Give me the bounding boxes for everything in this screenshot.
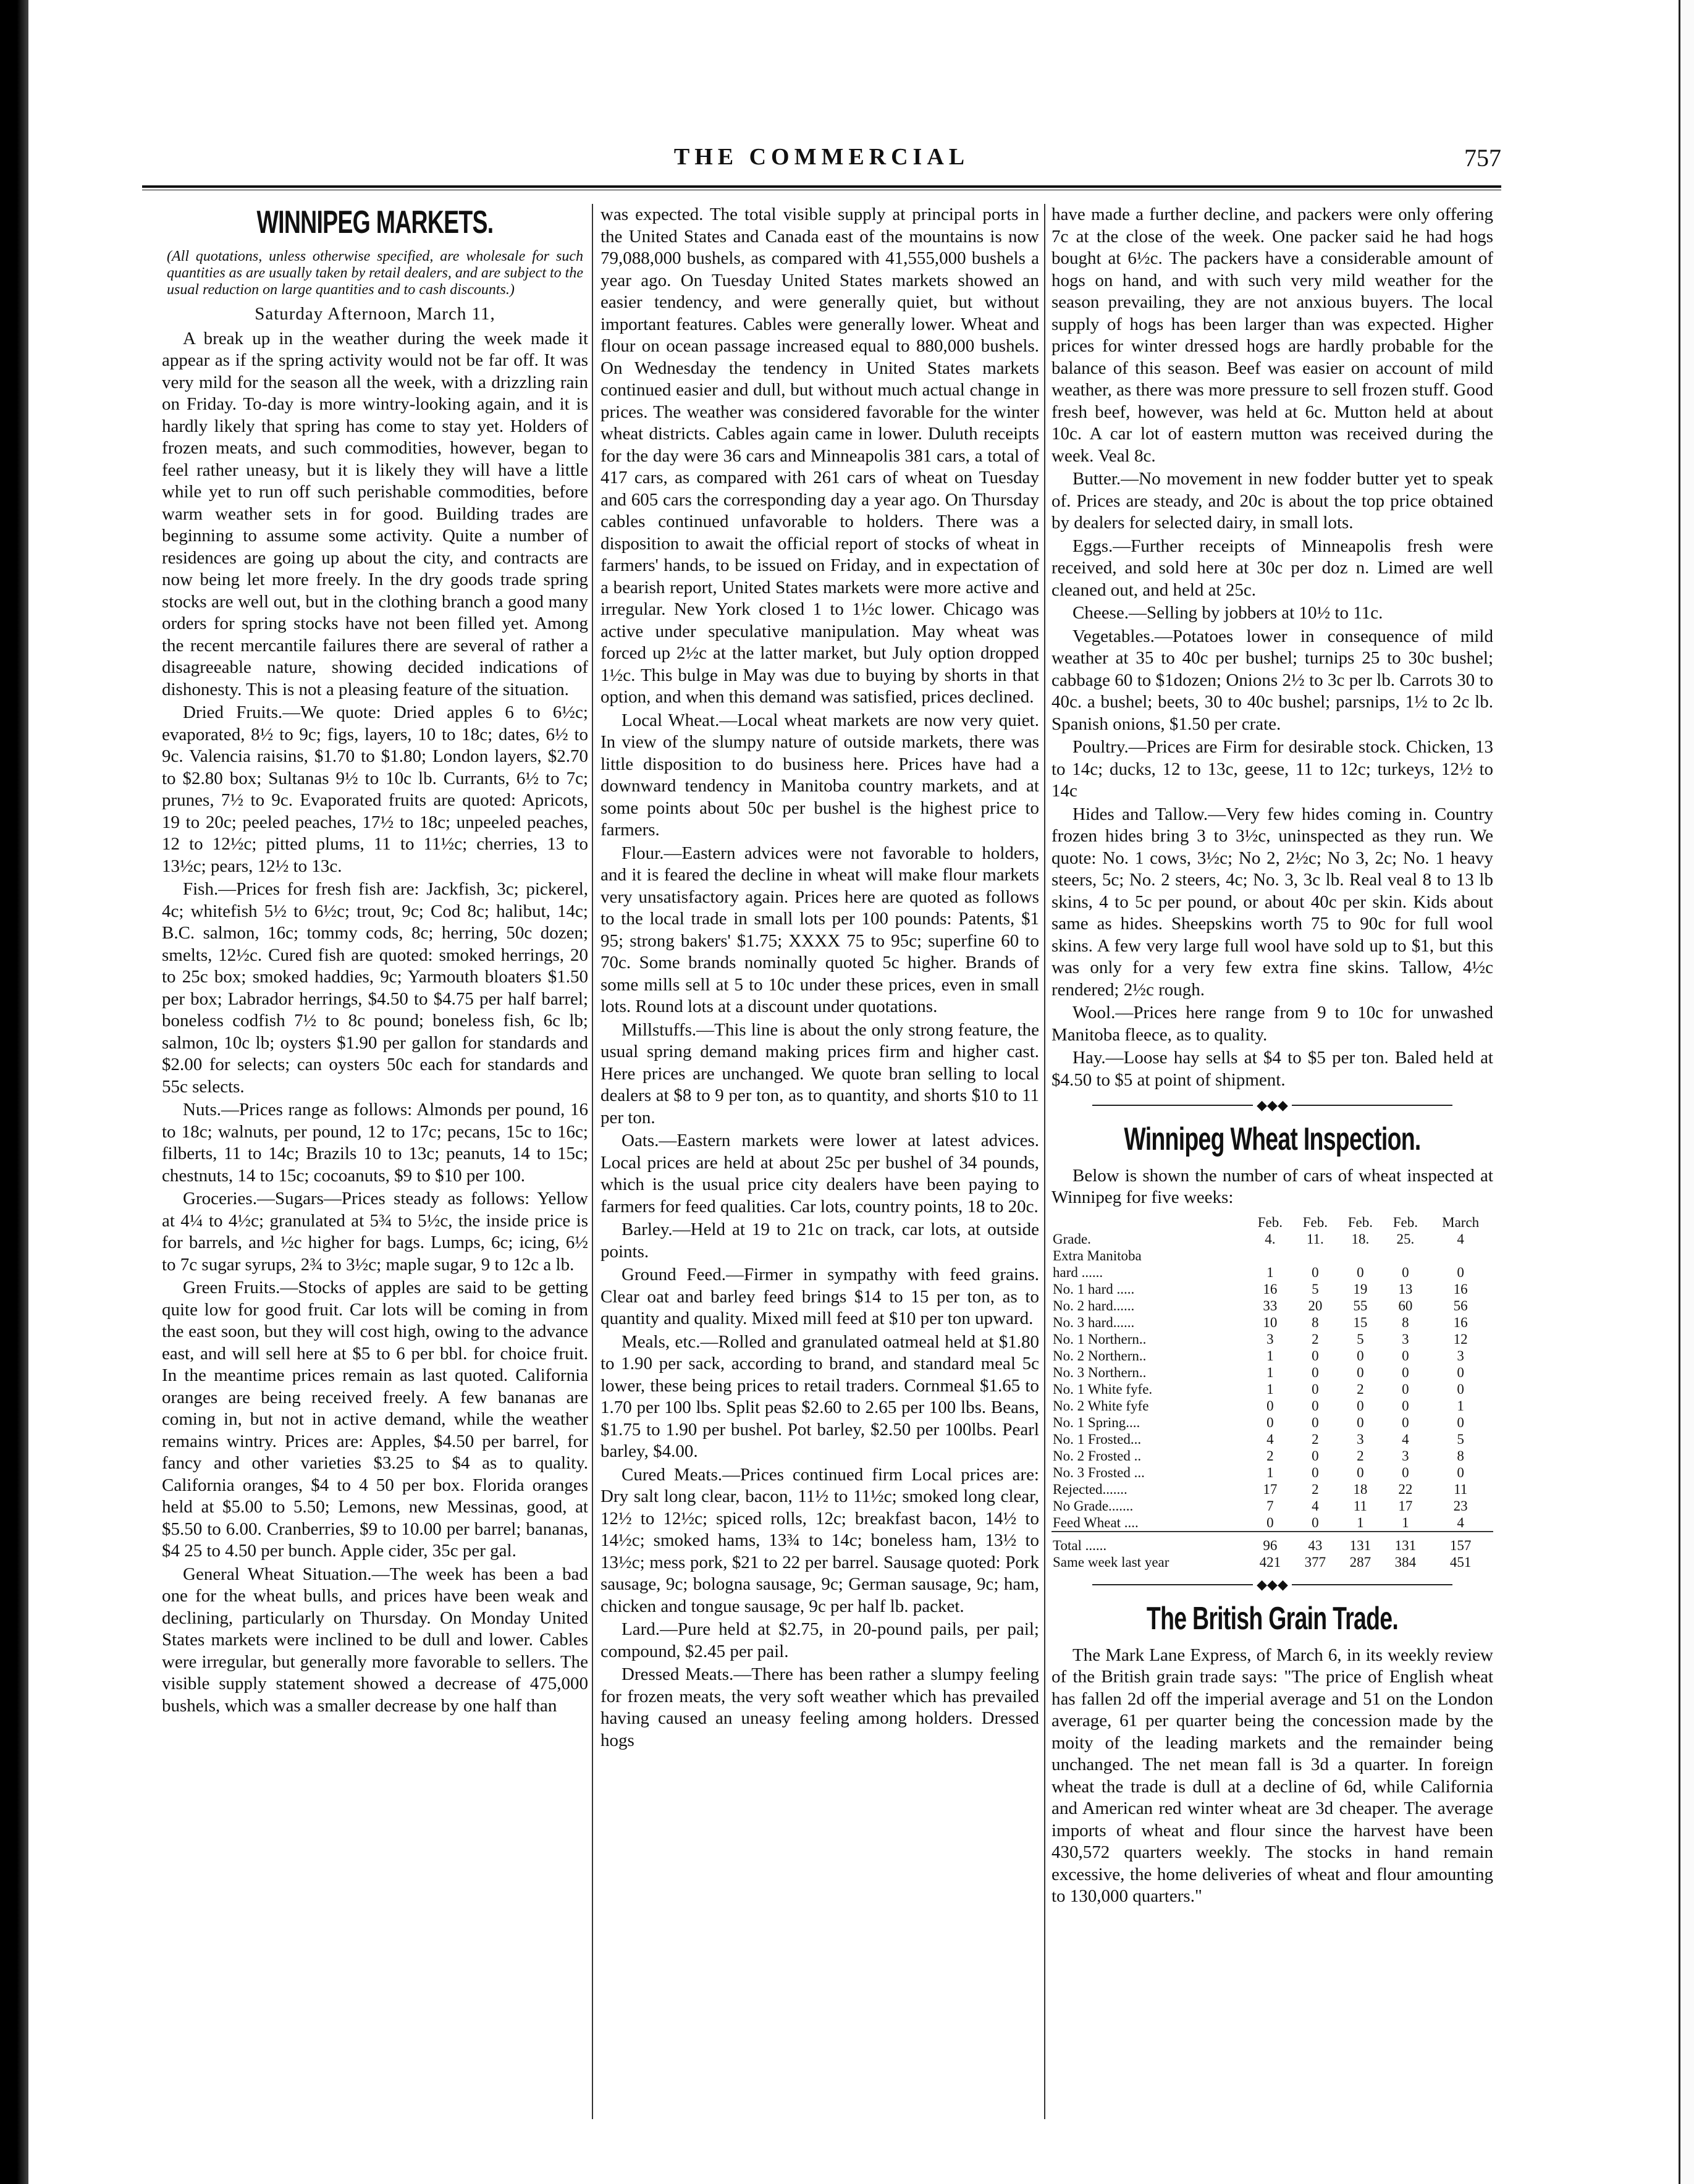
count-cell [1292, 1247, 1338, 1264]
paragraph: Groceries.—Sugars—Prices steady as follows: Yellow at 4¼ to 4½c; granulated at 5¾ to 5½c, the inside price is for barrels, and ½c higher for bags. Lumps, 6c; icing, 6½ to 7c sugar syrups, 2¾ to 3½c; maple sugar, 9 to 12c a lb. [162, 1189, 588, 1275]
table-row [1051, 1554, 1493, 1571]
count-cell: 3 [1357, 1431, 1364, 1447]
count-cell: 157 [1428, 1532, 1493, 1554]
count-cell: 1 [1402, 1514, 1409, 1530]
section-divider: ◆◆◆ [1051, 1097, 1493, 1112]
count-cell: 0 [1312, 1264, 1319, 1280]
count-cell: 17 [1263, 1481, 1278, 1497]
count-cell: 1 [1266, 1347, 1274, 1364]
count-cell: 16 [1263, 1281, 1278, 1297]
count-cell: 0 [1266, 1414, 1274, 1430]
header-month: Feb. [1302, 1214, 1328, 1230]
count-cell: 56 [1453, 1297, 1468, 1313]
column-header [1292, 1214, 1338, 1247]
count-cell: 0 [1457, 1464, 1464, 1480]
table-row [1051, 1514, 1493, 1532]
count-cell: 18 [1353, 1481, 1368, 1497]
count-cell: 131 [1383, 1532, 1428, 1554]
grade-cell: No Grade....... [1053, 1498, 1134, 1514]
grade-cell: No. 1 Frosted... [1053, 1431, 1142, 1447]
count-cell: 8 [1457, 1448, 1464, 1464]
grade-cell: No. 1 Northern.. [1053, 1331, 1147, 1347]
count-cell: 1 [1266, 1264, 1274, 1280]
header-month: Feb. [1347, 1214, 1373, 1230]
count-cell [1247, 1247, 1292, 1264]
paragraph: Nuts.—Prices range as follows: Almonds per pound, 16 to 18c; walnuts, per pound, 12 to 17c; pecans, 15c to 16c; filberts, 11 to 14c; Brazils 10 to 13c; peanuts, 14 to 15c; chestnuts, 14 to 15c; cocoanuts, $9 to $10 per 100. [162, 1100, 588, 1186]
count-cell: 0 [1457, 1414, 1464, 1430]
grade-cell: No. 3 hard...... [1053, 1314, 1135, 1330]
grade-cell: No. 2 White fyfe [1053, 1398, 1149, 1414]
count-cell [1338, 1247, 1383, 1264]
count-cell: 11 [1454, 1481, 1468, 1497]
count-cell: 0 [1312, 1381, 1319, 1397]
paragraph: Below is shown the number of cars of wheat inspected at Winnipeg for five weeks: [1051, 1165, 1493, 1208]
grade-cell: No. 2 Frosted .. [1053, 1448, 1142, 1464]
count-cell: 1 [1457, 1398, 1464, 1414]
count-cell: 0 [1357, 1364, 1364, 1380]
paragraph: Green Fruits.—Stocks of apples are said to be getting quite low for good fruit. Car lots will be coming in from the east soon, but they will cost high, owing to the advance east, and will sell here at $5 to 6 per bbl. for choice fruit. In the meantime prices remain as last quoted. California oranges are being received freely. A few bananas are coming in, but not in active demand, while the weather remains wintry. Prices are: Apples, $4.50 per barrel, for fancy and other varieties $3.25 to $4 as to quality. California oranges, $4 to 4 50 per box. Florida oranges held at $5.00 to 5.50; Lemons, new Messinas, good, at $5.50 to 6.00. Cranberries, $9 to 10.00 per barrel; bananas, $4 25 to 4.50 per bunch. Apple cider, 35c per gal. [162, 1278, 588, 1561]
table-row [1051, 1464, 1493, 1481]
count-cell: 3 [1402, 1331, 1409, 1347]
column-2 [600, 204, 1039, 2150]
count-cell: 0 [1312, 1448, 1319, 1464]
count-cell: 5 [1457, 1431, 1464, 1447]
count-cell: 0 [1402, 1264, 1409, 1280]
paragraph: Hay.—Loose hay sells at $4 to $5 per ton. Baled held at $4.50 to $5 at point of shipment. [1051, 1048, 1493, 1090]
count-cell: 13 [1398, 1281, 1413, 1297]
count-cell: 0 [1357, 1398, 1364, 1414]
count-cell: 0 [1312, 1514, 1319, 1530]
header-day: 18. [1351, 1231, 1370, 1247]
grade-cell: Same week last year [1053, 1554, 1169, 1570]
count-cell: 0 [1357, 1264, 1364, 1280]
count-cell: 384 [1394, 1554, 1417, 1570]
count-cell: 96 [1247, 1532, 1292, 1554]
section-title: Winnipeg Wheat Inspection. [1124, 1121, 1421, 1157]
paragraph: Meals, etc.—Rolled and granulated oatmeal held at $1.80 to 1.90 per sack, according to brand, and standard meal 5c lower, these being prices to retail traders. Cornmeal $1.65 to 1.70 per 100 lbs. Split peas $2.60 to 2.65 per 100 lbs. Beans, $1.75 to 1.90 per bushel. Pot barley, $2.50 per 100lbs. Pearl barley, $4.00. [600, 1331, 1039, 1461]
count-cell: 2 [1357, 1381, 1364, 1397]
table-row [1051, 1247, 1493, 1264]
count-cell: 451 [1449, 1554, 1472, 1570]
count-cell: 2 [1357, 1448, 1364, 1464]
count-cell: 60 [1398, 1297, 1413, 1313]
count-cell: 3 [1457, 1347, 1464, 1364]
count-cell [1428, 1247, 1493, 1264]
count-cell: 4 [1457, 1514, 1464, 1530]
count-cell: 0 [1457, 1264, 1464, 1280]
column-header [1383, 1214, 1428, 1247]
header-day: 25. [1396, 1231, 1415, 1247]
count-cell: 421 [1259, 1554, 1281, 1570]
count-cell: 0 [1402, 1381, 1409, 1397]
count-cell: 0 [1312, 1464, 1319, 1480]
paragraph: Cheese.—Selling by jobbers at 10½ to 11c. [1072, 603, 1383, 623]
paragraph: Oats.—Eastern markets were lower at latest advices. Local prices are held at about 25c per bushel of 34 pounds, which is the usual price city dealers have been paying to farmers for feed qualities. Car lots, country points, 18 to 20c. [600, 1131, 1039, 1216]
count-cell: 20 [1308, 1297, 1323, 1313]
count-cell: 0 [1402, 1398, 1409, 1414]
count-cell [1383, 1247, 1428, 1264]
paragraph: Millstuffs.—This line is about the only strong feature, the usual spring demand making prices firm and higher cast. Here prices are unchanged. We quote bran selling to local dealers at $8 to 9 per ton, as to quantity, and shorts $10 to 11 per ton. [600, 1019, 1039, 1128]
count-cell: 15 [1353, 1314, 1368, 1330]
paragraph: A break up in the weather during the week made it appear as if the spring activity would not be far off. It was very mild for the season all the week, with a drizzling rain on Friday. To-day is more wintry-looking again, and it is hardly likely that spring has come to stay yet. Holders of frozen meats, and such commodities, however, began to feel rather uneasy, but it is likely they will have a little while yet to run off such perishable commodities, before warm weather sets in for good. Building trades are beginning to assume some activity. Quite a number of residences are going up about the city, and contracts are now being let more freely. In the dry goods trade spring stocks are well out, but in the clothing branch a good many orders for spring stocks have not been filled yet. Among the recent mercantile failures there are several of rather a disagreeable nature, showing decided indications of dishonesty. This is not a pleasing feature of the situation. [162, 328, 588, 699]
running-title: THE COMMERCIAL [673, 144, 970, 170]
count-cell: 23 [1453, 1498, 1468, 1514]
table-row [1051, 1431, 1493, 1448]
table-row [1051, 1364, 1493, 1381]
table-row [1051, 1297, 1493, 1314]
count-cell: 16 [1453, 1281, 1468, 1297]
paragraph: Cured Meats.—Prices continued firm Local prices are: Dry salt long clear, bacon, 11½ to 11½c; smoked long clear, 12½ to 12½c; spiced rolls, 12c; breakfast bacon, 14½ to 14½c; smoked hams, 13¾ to 14c; boneless ham, 13½ to 13½c; mess pork, $21 to 22 per barrel. Sausage quoted: Pork sausage, 9c; bologna sausage, 9c; German sausage, 9c; ham, chicken and tongue sausage, 9c per half lb. packet. [600, 1464, 1039, 1616]
grade-cell: No. 3 Northern.. [1053, 1364, 1147, 1380]
count-cell: 2 [1312, 1331, 1319, 1347]
paragraph: Flour.—Eastern advices were not favorable to holders, and it is feared the decline in wheat will make flour markets very unsatisfactory again. Prices here are quoted as follows to the local trade in small lots per 100 pounds: Patents, $1 95; strong bakers' $1.75; XXXX 75 to 95c; superfine 60 to 70c. Some brands nominally quoted 5c higher. Brands of some mills sell at 5 to 10c under these prices, even in small lots. Round lots at a discount under quotations. [600, 843, 1039, 1016]
count-cell: 0 [1312, 1347, 1319, 1364]
table-row [1051, 1398, 1493, 1414]
count-cell: 287 [1349, 1554, 1372, 1570]
paragraph: have made a further decline, and packers were only offering 7c at the close of the week. One packer said he had hogs bought at 6½c. The packers have a considerable amount of hogs on hand, and with such very mild weather for the season prevailing, they are not anxious buyers. The local supply of hogs has been larger than was expected. Higher prices for winter dressed hogs are hardly probable for the balance of this season. Beef was easier on account of mild weather, as there was more pressure to sell frozen stuff. Good fresh beef, however, was held at 6c. Mutton held at about 10c. A car lot of eastern mutton was received during the week. Veal 8c. [1051, 204, 1493, 466]
header-rule [142, 185, 1501, 190]
count-cell: 131 [1338, 1532, 1383, 1554]
page-number: 757 [1464, 144, 1501, 172]
count-cell: 377 [1304, 1554, 1326, 1570]
count-cell: 43 [1292, 1532, 1338, 1554]
paragraph: Local Wheat.—Local wheat markets are now very quiet. In view of the slumpy nature of outside markets, there was little disposition to do business here. Prices have had a downward tendency in Manitoba country markets, and at some points about 50c per bushel is the highest price to farmers. [600, 710, 1039, 840]
header-month: Feb. [1393, 1214, 1418, 1230]
grade-cell: Total ...... [1051, 1532, 1247, 1554]
table-row [1051, 1331, 1493, 1347]
count-cell: 0 [1457, 1364, 1464, 1380]
paragraph: Ground Feed.—Firmer in sympathy with feed grains. Clear oat and barley feed brings $14 to 15 per ton, as to quantity and quality. Mixed mill feed at $10 per ton upward. [600, 1265, 1039, 1328]
count-cell: 0 [1402, 1364, 1409, 1380]
table-row [1051, 1347, 1493, 1364]
count-cell: 3 [1266, 1331, 1274, 1347]
count-cell: 3 [1402, 1448, 1409, 1464]
count-cell: 55 [1353, 1297, 1368, 1313]
count-cell: 33 [1263, 1297, 1278, 1313]
paragraph: was expected. The total visible supply at principal ports in the United States and Canada east of the mountains is now 79,088,000 bushels, as compared with 41,555,000 bushels a year ago. On Tuesday United States markets showed an easier tendency, and were generally quiet, but without important features. Cables were generally lower. Wheat and flour on ocean passage increased equal to 880,000 bushels. On Wednesday the tendency in United States markets continued easier and dull, but without much actual change in prices. The weather was considered favorable for the winter wheat districts. Cables again came in lower. Duluth receipts for the day were 36 cars and Minneapolis 381 cars, a total of 417 cars, as compared with 261 cars of wheat on Tuesday and 605 cars the corresponding day a year ago. On Thursday cables continued unfavorable to holders. There was a disposition to await the official report of stocks of wheat in farmers' hands, to be issued on Friday, and in expectation of a bearish report, United States markets were more active and irregular. New York closed 1 to 1½c lower. Chicago was active under speculative manipulation. May wheat was forced up 2½c at the latter market, but July option dropped 1½c. This bulge in May was due to buying by shorts in that option, and when this demand was satisfied, prices declined. [600, 204, 1039, 707]
count-cell: 12 [1453, 1331, 1468, 1347]
column-divider [592, 204, 593, 2119]
count-cell: 0 [1266, 1514, 1274, 1530]
count-cell: 0 [1402, 1464, 1409, 1480]
table-header-row [1051, 1214, 1493, 1247]
column-1 [162, 204, 588, 2150]
count-cell: 10 [1263, 1314, 1278, 1330]
column-header: Grade. [1053, 1231, 1091, 1247]
count-cell: 16 [1453, 1314, 1468, 1330]
column-divider [1044, 204, 1045, 2119]
paragraph: Wool.—Prices here range from 9 to 10c for unwashed Manitoba fleece, as to quality. [1051, 1003, 1493, 1045]
count-cell: 4 [1312, 1498, 1319, 1514]
table-row [1051, 1414, 1493, 1431]
header-month: Feb. [1257, 1214, 1283, 1230]
count-cell: 0 [1357, 1464, 1364, 1480]
count-cell: 7 [1266, 1498, 1274, 1514]
column-header [1338, 1214, 1383, 1247]
count-cell: 11 [1353, 1498, 1367, 1514]
count-cell: 8 [1312, 1314, 1319, 1330]
count-cell: 0 [1402, 1414, 1409, 1430]
grade-cell: Extra Manitoba [1053, 1247, 1142, 1263]
count-cell: 1 [1266, 1464, 1274, 1480]
count-cell: 0 [1266, 1398, 1274, 1414]
table-row [1051, 1481, 1493, 1498]
grade-cell: No. 1 Spring.... [1053, 1414, 1140, 1430]
paragraph: Dried Fruits.—We quote: Dried apples 6 to 6½c; evaporated, 8½ to 9c; figs, layers, 10 to 18c; dates, 6½ to 9c. Valencia raisins, $1.70 to $1.80; London layers, $2.70 to $2.80 box; Sultanas 9½ to 10c lb. Currants, 6½ to 7c; prunes, 7½ to 9c. Evaporated fruits are quoted: Apricots, 19 to 20c; peeled peaches, 17½ to 18c; unpeeled peaches, 12 to 12½c; pitted plums, 11 to 11½c; cherries, 13 to 13½c; pears, 12½ to 13c. [162, 702, 588, 876]
table-row [1051, 1532, 1493, 1554]
count-cell: 2 [1266, 1448, 1274, 1464]
count-cell: 2 [1312, 1481, 1319, 1497]
header-day: 4 [1457, 1231, 1464, 1247]
paragraph: General Wheat Situation.—The week has been a bad one for the wheat bulls, and prices have been weak and declining, particularly on Thursday. On Monday United States markets were inclined to be dull and lower. Cables were irregular, but generally more favorable to sellers. The visible supply statement showed a decrease of 475,000 bushels, which was a smaller decrease by one half than [162, 1564, 588, 1716]
count-cell: 0 [1312, 1398, 1319, 1414]
column-3 [1051, 204, 1493, 2150]
count-cell: 1 [1266, 1381, 1274, 1397]
section-title: WINNIPEG MARKETS. [256, 204, 494, 240]
paragraph: Fish.—Prices for fresh fish are: Jackfish, 3c; pickerel, 4c; whitefish 5½ to 6½c; trout, 9c; Cod 8c; halibut, 14c; B.C. salmon, 16c; tommy cods, 8c; herring, 50c dozen; smelts, 12½c. Cured fish are quoted: smoked herrings, 20 to 25c box; smoked haddies, 9c; Yarmouth bloaters $1.50 per box; Labrador herrings, $4.50 to $4.75 per half barrel; boneless codfish 7½ to 8c pound; boneless fish, 6c lb; salmon, 10c lb; oysters $1.90 per gallon for standards and $2.00 for selects; can oysters 50c each for standards and 55c selects. [162, 879, 588, 1097]
count-cell: 0 [1312, 1414, 1319, 1430]
page-header [142, 141, 1501, 178]
count-cell: 5 [1312, 1281, 1319, 1297]
paragraph: Lard.—Pure held at $2.75, in 20-pound pails, per pail; compound, $2.45 per pail. [600, 1619, 1039, 1661]
header-day: 11. [1306, 1231, 1324, 1247]
paragraph: Barley.—Held at 19 to 21c on track, car lots, at outside points. [600, 1220, 1039, 1262]
count-cell: 0 [1357, 1414, 1364, 1430]
table-row [1051, 1498, 1493, 1514]
count-cell: 8 [1402, 1314, 1409, 1330]
column-header [1428, 1214, 1493, 1247]
grade-cell: Rejected....... [1053, 1481, 1127, 1497]
grade-cell: hard ...... [1053, 1264, 1103, 1280]
grade-cell: No. 1 White fyfe. [1053, 1381, 1153, 1397]
paragraph: Poultry.—Prices are Firm for desirable stock. Chicken, 13 to 14c; ducks, 12 to 13c, geese, 11 to 12c; turkeys, 12½ to 14c [1051, 737, 1493, 801]
paragraph: The Mark Lane Express, of March 6, in its weekly review of the British grain trade says: "The price of English wheat has fallen 2d off the imperial average and 51 on the London average, 61 per quarter being the concession made by the moity of the leading markets and the remainder being unchanged. The net mean fall is 3d a quarter. In foreign wheat the trade is dull at a decline of 6d, while California and American red winter wheat are 3d cheaper. The average imports of wheat and flour since the harvest have been 430,572 quarters weekly. The stocks in hand remain excessive, the home deliveries of wheat and flour amounting to 130,000 quarters." [1051, 1645, 1493, 1907]
table-row [1051, 1381, 1493, 1398]
dateline: Saturday Afternoon, March 11, [255, 304, 495, 324]
count-cell: 4 [1402, 1431, 1409, 1447]
quotation-note: (All quotations, unless otherwise specified, are wholesale for such quantities as are usually taken by retail dealers, and are subject to the usual reduction on large quantities and to cash discounts.) [167, 248, 583, 298]
header-month: March [1442, 1214, 1480, 1230]
paragraph: Hides and Tallow.—Very few hides coming in. Country frozen hides bring 3 to 3½c, uninspected as they run. We quote: No. 1 cows, 3½c; No 2, 2½c; No 3, 2c; No. 1 heavy steers, 5c; No. 2 steers, 4c; No. 3, 3c lb. Real veal 8 to 13 lb skins, 4 to 5c per pound, or about 40c per skin. Kids about same as hides. Sheepskins worth 75 to 90c for full wool skins. A few very large full wool have sold up to $1, but this was only for a very few extra fine skins. Tallow, 4½c rendered; 2½c rough. [1051, 804, 1493, 1000]
count-cell: 1 [1266, 1364, 1274, 1380]
paragraph: Vegetables.—Potatoes lower in consequence of mild weather at 35 to 40c per bushel; turnips 25 to 30c bushel; cabbage 60 to $1dozen; Onions 2½ to 3c per lb. Carrots 30 to 40c. a bushel; beets, 30 to 40c bushel; parsnips, 1½ to 2c lb. Spanish onions, $1.50 per crate. [1051, 626, 1493, 734]
page-binding-edge [0, 0, 28, 2184]
count-cell: 5 [1357, 1331, 1364, 1347]
table-row [1051, 1448, 1493, 1464]
grade-cell: Feed Wheat .... [1053, 1514, 1139, 1530]
paragraph: Butter.—No movement in new fodder butter yet to speak of. Prices are steady, and 20c is about the top price obtained by dealers for selected dairy, in small lots. [1051, 469, 1493, 533]
count-cell: 22 [1398, 1481, 1413, 1497]
table-row [1051, 1281, 1493, 1297]
count-cell: 0 [1402, 1347, 1409, 1364]
grade-cell: No. 3 Frosted ... [1053, 1464, 1145, 1480]
table-body [1051, 1247, 1493, 1571]
grade-cell: No. 1 hard ..... [1053, 1281, 1135, 1297]
count-cell: 0 [1312, 1364, 1319, 1380]
wheat-inspection-table [1051, 1214, 1493, 1571]
count-cell: 0 [1457, 1381, 1464, 1397]
column-header [1247, 1214, 1292, 1247]
count-cell: 2 [1312, 1431, 1319, 1447]
grade-cell: No. 2 Northern.. [1053, 1347, 1147, 1364]
count-cell: 17 [1398, 1498, 1413, 1514]
section-divider: ◆◆◆ [1051, 1577, 1493, 1592]
table-row [1051, 1264, 1493, 1281]
page-right-margin [1679, 0, 1694, 2184]
header-day: 4. [1265, 1231, 1276, 1247]
paragraph: Dressed Meats.—There has been rather a slumpy feeling for frozen meats, the very soft weather which has prevailed having caused an uneasy feeling among holders. Dressed hogs [600, 1664, 1039, 1750]
section-title: The British Grain Trade. [1146, 1600, 1399, 1637]
count-cell: 1 [1357, 1514, 1364, 1530]
paragraph: Eggs.—Further receipts of Minneapolis fresh were received, and sold here at 30c per doz n. Limed are well cleaned out, and held at 25c. [1051, 536, 1493, 600]
count-cell: 0 [1357, 1347, 1364, 1364]
table-row [1051, 1314, 1493, 1331]
count-cell: 4 [1266, 1431, 1274, 1447]
count-cell: 19 [1353, 1281, 1368, 1297]
grade-cell: No. 2 hard...... [1053, 1297, 1135, 1313]
